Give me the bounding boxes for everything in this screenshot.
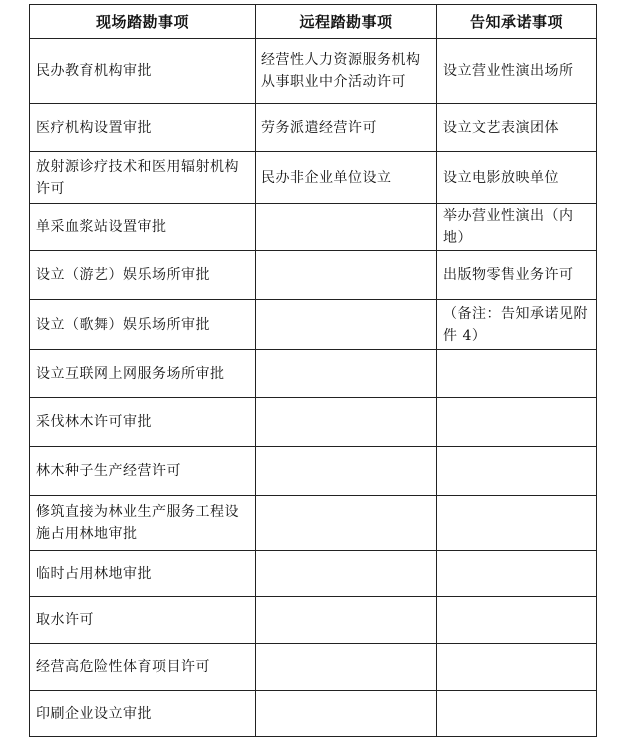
cell-remote [256, 251, 437, 300]
cell-onsite: 放射源诊疗技术和医用辐射机构许可 [30, 152, 256, 204]
table-body [30, 39, 597, 737]
table-row [30, 691, 597, 737]
cell-notice: 出版物零售业务许可 [437, 251, 597, 300]
table-row [30, 398, 597, 447]
cell-notice: 设立电影放映单位 [437, 152, 597, 204]
table-row [30, 350, 597, 398]
table-row [30, 597, 597, 644]
header-notice: 告知承诺事项 [437, 5, 597, 39]
cell-onsite: 设立（游艺）娱乐场所审批 [30, 251, 256, 300]
cell-onsite: 民办教育机构审批 [30, 39, 256, 104]
cell-remote [256, 597, 437, 644]
header-row [30, 5, 597, 39]
table-row [30, 551, 597, 597]
cell-remote [256, 398, 437, 447]
cell-notice [437, 398, 597, 447]
cell-notice [437, 597, 597, 644]
cell-remote: 劳务派遣经营许可 [256, 104, 437, 152]
cell-notice [437, 447, 597, 496]
table-row [30, 251, 597, 300]
cell-onsite: 采伐林木许可审批 [30, 398, 256, 447]
cell-remote [256, 447, 437, 496]
cell-notice [437, 551, 597, 597]
cell-remote [256, 644, 437, 691]
cell-onsite: 设立互联网上网服务场所审批 [30, 350, 256, 398]
matters-table [29, 4, 597, 737]
cell-notice [437, 644, 597, 691]
cell-notice [437, 496, 597, 551]
cell-onsite: 医疗机构设置审批 [30, 104, 256, 152]
header-onsite: 现场踏勘事项 [30, 5, 256, 39]
cell-notice [437, 691, 597, 737]
cell-onsite: 取水许可 [30, 597, 256, 644]
table-row [30, 447, 597, 496]
table-row [30, 300, 597, 350]
cell-remote [256, 691, 437, 737]
cell-onsite: 临时占用林地审批 [30, 551, 256, 597]
cell-notice: 举办营业性演出（内地） [437, 204, 597, 251]
cell-notice: 设立文艺表演团体 [437, 104, 597, 152]
cell-remote [256, 204, 437, 251]
cell-onsite: 修筑直接为林业生产服务工程设施占用林地审批 [30, 496, 256, 551]
cell-remote: 经营性人力资源服务机构从事职业中介活动许可 [256, 39, 437, 104]
cell-notice: （备注：告知承诺见附件 4） [437, 300, 597, 350]
cell-onsite: 设立（歌舞）娱乐场所审批 [30, 300, 256, 350]
table-row [30, 204, 597, 251]
table-row [30, 496, 597, 551]
table-row [30, 39, 597, 104]
cell-onsite: 经营高危险性体育项目许可 [30, 644, 256, 691]
table-row [30, 644, 597, 691]
cell-remote [256, 496, 437, 551]
cell-onsite: 印刷企业设立审批 [30, 691, 256, 737]
cell-onsite: 林木种子生产经营许可 [30, 447, 256, 496]
table-row [30, 104, 597, 152]
cell-notice [437, 350, 597, 398]
cell-remote [256, 350, 437, 398]
cell-remote [256, 551, 437, 597]
cell-notice: 设立营业性演出场所 [437, 39, 597, 104]
header-remote: 远程踏勘事项 [256, 5, 437, 39]
table-row [30, 152, 597, 204]
cell-remote [256, 300, 437, 350]
cell-remote: 民办非企业单位设立 [256, 152, 437, 204]
cell-onsite: 单采血浆站设置审批 [30, 204, 256, 251]
